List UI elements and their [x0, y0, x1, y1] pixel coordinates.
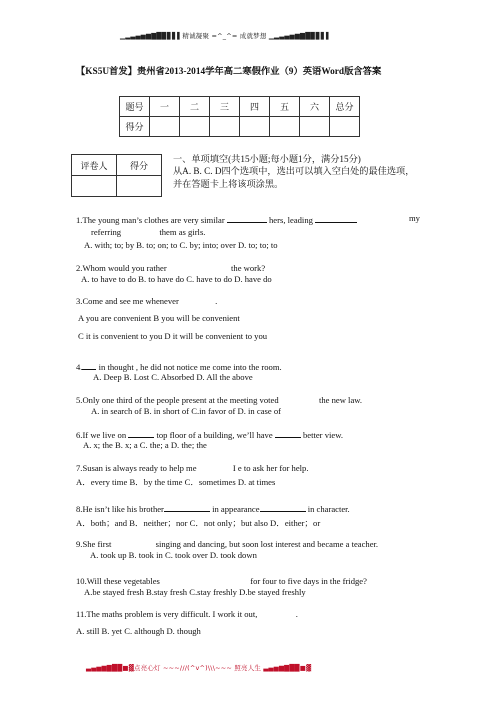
question-2-stem: 2.Whom would you rather the work?: [76, 263, 266, 273]
score-cell[interactable]: [330, 117, 360, 137]
question-6-stem: 6.If we live on top floor of a building, we’ll have better view.: [76, 430, 343, 440]
question-1-options: A. with; to; by B. to; on; to C. by; into; over D. to; to; to: [84, 240, 278, 250]
score-header-cell: 总分: [330, 97, 360, 117]
reviewer-score-label: 得分: [117, 155, 162, 176]
score-header-cell: 五: [270, 97, 300, 117]
answer-blank[interactable]: [227, 213, 267, 223]
answer-blank[interactable]: [82, 360, 96, 370]
question-1-stem-line2: referring them as girls.: [91, 227, 206, 237]
question-3-options-cd: C it is convenient to you D it will be convenient to you: [78, 331, 268, 341]
score-cell[interactable]: [300, 117, 330, 137]
footer-decoration: ▃▄▅▆▇██■▓点亮心灯 ~~~///(^v^)\\\~~~ 照亮人生 ▃▄▅▆▇██■▓: [86, 664, 312, 672]
question-3-options-ab: A you are convenient B you will be convenient: [78, 313, 240, 323]
question-4-stem: 4. in thought , he did not notice me come into the room.: [76, 362, 282, 372]
question-8-stem: 8.He isn’t like his brother in appearance in character.: [76, 504, 350, 514]
score-table: [119, 96, 360, 137]
score-header-cell: 一: [150, 97, 180, 117]
header-decoration: ▁▂▃▄▅▆▇█▉▊▋▌精诚凝聚 =^_^= 成就梦想 ▁▂▃▄▅▆▇█▉▊▋▌: [120, 32, 332, 40]
score-cell[interactable]: [150, 117, 180, 137]
score-header-cell: 六: [300, 97, 330, 117]
question-5-options: A. in search of B. in short of C.in favor of D. in case of: [91, 406, 281, 416]
reviewer-name-cell[interactable]: [72, 176, 117, 197]
section-heading: 一、单项填空(共15小题;每小题1分，满分15分): [173, 154, 361, 164]
score-header-cell: 二: [180, 97, 210, 117]
score-table-header-row: [120, 97, 360, 117]
question-5-stem: 5.Only one third of the people present at the meeting voted the new law.: [76, 395, 363, 405]
score-cell[interactable]: [240, 117, 270, 137]
score-cell[interactable]: [180, 117, 210, 137]
score-cell[interactable]: [210, 117, 240, 137]
answer-blank[interactable]: [113, 538, 153, 547]
question-1-stem-end: my: [409, 213, 420, 223]
reviewer-label: 评卷人: [72, 155, 117, 176]
score-header-cell: 三: [210, 97, 240, 117]
score-row-label: 得分: [120, 117, 150, 137]
answer-blank[interactable]: [181, 295, 213, 304]
score-header-cell: 题号: [120, 97, 150, 117]
answer-blank[interactable]: [162, 575, 248, 584]
answer-blank[interactable]: [199, 462, 231, 471]
answer-blank[interactable]: [164, 502, 210, 512]
score-header-cell: 四: [240, 97, 270, 117]
question-9-stem: 9.She first singing and dancing, but soon lost interest and became a teacher.: [76, 539, 379, 549]
question-1-stem: 1.The young man’s clothes are very similar hers, leading: [76, 213, 357, 225]
document-title: 【KS5U首发】贵州省2013-2014学年高二寒假作业（9）英语Word版含答案: [76, 67, 382, 77]
question-4-options: A. Deep B. Lost C. Absorbed D. All the above: [93, 372, 253, 382]
score-cell[interactable]: [270, 117, 300, 137]
answer-blank[interactable]: [128, 428, 154, 438]
answer-blank[interactable]: [281, 394, 317, 403]
question-6-options: A. x; the B. x; a C. the; a D. the; the: [83, 440, 207, 450]
section-instruction: 从A. B. C. D四个选项中，选出可以填入空白处的最佳选项，并在答题卡上将该项涂黑。: [173, 166, 415, 189]
answer-blank[interactable]: [169, 262, 229, 271]
question-11-options: A. still B. yet C. although D. though: [76, 626, 201, 636]
answer-blank[interactable]: [315, 213, 357, 223]
question-10-options: A.be stayed fresh B.stay fresh C.stay freshly D.be stayed freshly: [84, 587, 306, 597]
question-2-options: A. to have to do B. to have do C. have to do D. have do: [81, 274, 272, 284]
answer-blank[interactable]: [275, 428, 301, 438]
question-9-options: A. took up B. took in C. took over D. took down: [90, 550, 257, 560]
answer-blank[interactable]: [260, 502, 306, 512]
question-11-stem: 11.The maths problem is very difficult. I work it out, .: [76, 609, 298, 619]
reviewer-table: [71, 154, 162, 197]
question-7-stem: 7.Susan is always ready to help me I e to ask her for help.: [76, 463, 309, 473]
question-10-stem: 10.Will these vegetables for four to five days in the fridge?: [76, 576, 367, 586]
reviewer-score-cell[interactable]: [117, 176, 162, 197]
question-3-stem: 3.Come and see me whenever .: [76, 296, 218, 306]
question-7-options: A．every time B．by the time C．sometimes D. at times: [76, 477, 276, 487]
score-table-score-row: [120, 117, 360, 137]
answer-blank[interactable]: [123, 226, 157, 235]
question-8-options: A．both；and B．neither；nor C．not only；but also D．either；or: [76, 518, 321, 528]
answer-blank[interactable]: [260, 608, 294, 617]
